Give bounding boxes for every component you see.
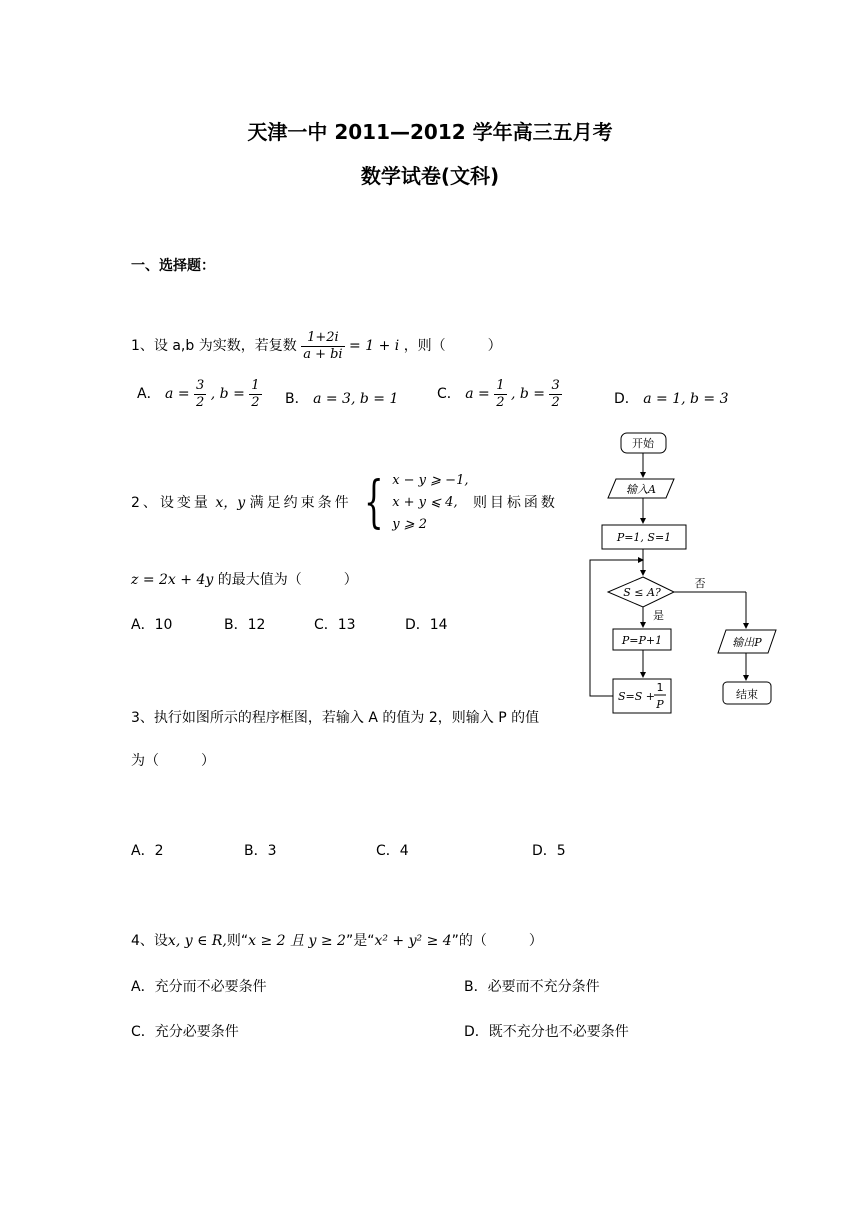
- flow-no-label: 否: [694, 577, 706, 590]
- q1-c-frac1-num: 1: [496, 378, 505, 393]
- q1-c-frac1-den: 2: [496, 394, 505, 410]
- program-flowchart: [580, 425, 790, 725]
- q2-obj-suffix: 的最大值为（ ）: [217, 572, 358, 588]
- q4-option-c: C．充分必要条件: [131, 1024, 239, 1040]
- q2-constraint-3: y ⩾ 2: [392, 517, 427, 532]
- q3-option-c: C．4: [376, 843, 409, 859]
- q1-c-mid: , b =: [510, 386, 545, 403]
- flow-step2-left: S=S +: [618, 690, 656, 703]
- q1-option-b: [285, 388, 398, 408]
- q2-constraints: [392, 470, 468, 536]
- q1-a-frac1-den: 2: [196, 394, 205, 410]
- q3-option-a: A．2: [131, 843, 164, 859]
- q1-prefix: 1、设 a,b 为实数，若复数: [131, 338, 297, 355]
- q3-line-2: 为（ ）: [131, 753, 215, 769]
- q4-suffix: ”的（ ）: [451, 933, 543, 949]
- q1-d-text: a = 1, b = 3: [643, 391, 729, 407]
- q1-c-frac1: [494, 378, 506, 410]
- q2-suffix: 则目标函数: [472, 495, 558, 511]
- q1-rhs: = 1 + i: [349, 338, 400, 355]
- question-4: [131, 930, 543, 950]
- q1-suffix: ，则（ ）: [403, 338, 502, 355]
- flow-input-label: 输入A: [626, 483, 656, 496]
- q4-mid1: 则“: [226, 933, 249, 949]
- flow-start-label: 开始: [632, 437, 654, 450]
- q2-brace: {: [364, 470, 384, 535]
- exam-title: 天津一中 2011—2012 学年高三五月考: [247, 120, 613, 144]
- flow-step1-label: P=P+1: [621, 634, 663, 647]
- q4-q: x² + y² ≥ 4: [374, 933, 452, 949]
- q3-line-1: 3、执行如图所示的程序框图，若输入 A 的值为 2，则输入 P 的值: [131, 710, 540, 726]
- q1-a-label: A．: [137, 386, 161, 403]
- q3-option-b: B．3: [244, 843, 277, 859]
- flow-output-label: 输出P: [732, 636, 762, 649]
- q1-option-c: [437, 378, 562, 410]
- q2-option-b: B．12: [224, 617, 266, 633]
- section-heading: 一、选择题：: [131, 258, 215, 274]
- q4-option-b: B．必要而不充分条件: [464, 979, 600, 995]
- q1-a-text: a =: [165, 386, 190, 403]
- flow-init-label: P=1, S=1: [616, 531, 672, 544]
- q1-option-a: [137, 378, 262, 410]
- flow-cond-label: S ≤ A?: [623, 586, 661, 599]
- q1-a-frac1-num: 3: [196, 378, 205, 393]
- q4-cond: x, y ∈ R,: [167, 933, 227, 949]
- q2-vars: x，y: [215, 495, 246, 511]
- q4-mid2: ”是“: [345, 933, 375, 949]
- q4-p: x ≥ 2 且 y ≥ 2: [248, 933, 346, 949]
- q1-frac-num: 1+2i: [301, 330, 344, 347]
- q2-option-c: C．13: [314, 617, 356, 633]
- q2-objective: [131, 569, 358, 589]
- q1-c-label: C．: [437, 386, 461, 403]
- flow-step2-num: 1: [656, 681, 664, 694]
- q4-option-d: D．既不充分也不必要条件: [464, 1024, 629, 1040]
- q4-option-a: A．充分而不必要条件: [131, 979, 267, 995]
- question-1: [131, 330, 502, 362]
- flow-end-label: 结束: [736, 688, 758, 701]
- q1-option-d: [614, 388, 729, 408]
- q2-obj: z = 2x + 4y: [131, 572, 214, 588]
- q1-c-frac2-den: 2: [551, 394, 560, 410]
- q1-b-text: a = 3, b = 1: [313, 391, 399, 407]
- q1-b-label: B．: [285, 391, 309, 407]
- flow-step2-den: P: [656, 698, 664, 711]
- q1-a-frac2: [249, 378, 261, 410]
- q2-constraint-2: x + y ⩽ 4,: [392, 495, 458, 510]
- q1-c-frac2-num: 3: [551, 378, 560, 393]
- q2-constraint-1: x − y ⩾ −1,: [392, 473, 469, 488]
- q1-a-mid: , b =: [210, 386, 245, 403]
- q1-c-frac2: [549, 378, 561, 410]
- q1-a-frac2-den: 2: [251, 394, 260, 410]
- exam-subtitle: 数学试卷(文科): [360, 164, 500, 188]
- flow-yes-label: 是: [653, 609, 664, 622]
- q4-prefix: 4、设: [131, 933, 168, 949]
- q1-d-label: D．: [614, 391, 639, 407]
- q1-c-text: a =: [465, 386, 490, 403]
- q2-option-d: D．14: [405, 617, 448, 633]
- q1-a-frac1: [194, 378, 206, 410]
- q2-prefix: 2、设变量: [131, 495, 211, 511]
- question-2: [131, 470, 558, 536]
- q1-fraction: [301, 330, 344, 362]
- q3-option-d: D．5: [532, 843, 566, 859]
- q2-mid: 满足约束条件: [249, 495, 352, 511]
- q2-option-a: A．10: [131, 617, 173, 633]
- q1-frac-den: a + bi: [303, 346, 343, 362]
- q1-a-frac2-num: 1: [251, 378, 260, 393]
